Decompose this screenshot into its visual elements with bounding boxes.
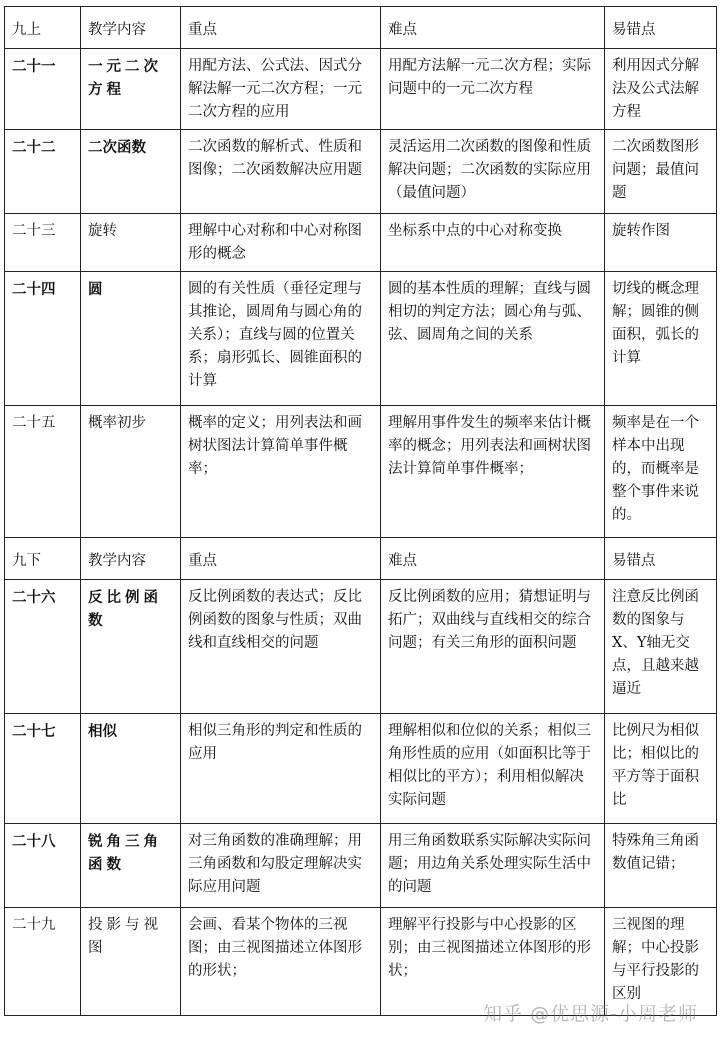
chapter-cell: 二十五 xyxy=(5,406,81,538)
watermark: 知乎 @优思源-小周老师 xyxy=(483,1003,698,1025)
header-error-prone: 易错点 xyxy=(605,7,717,49)
chapter-cell: 二十三 xyxy=(5,214,81,272)
content-cell: 概率初步 xyxy=(81,406,181,538)
difficult-cell: 灵活运用二次函数的图像和性质解决问题；二次函数的实际应用（最值问题） xyxy=(381,130,605,214)
header-content: 教学内容 xyxy=(81,7,181,49)
chapter-cell: 二十六 xyxy=(5,580,81,714)
difficult-cell: 用配方法解一元二次方程；实际问题中的一元二次方程 xyxy=(381,49,605,130)
table-row xyxy=(5,49,717,130)
key-cell: 对三角函数的准确理解；用三角函数和勾股定理解决实际应用问题 xyxy=(181,824,381,908)
key-cell: 用配方法、公式法、因式分解法解一元二次方程；一元二次方程的应用 xyxy=(181,49,381,130)
header-difficult-points: 难点 xyxy=(381,7,605,49)
error-cell: 频率是在一个样本中出现的，而概率是整个事件来说的。 xyxy=(605,406,717,538)
header-key-points: 重点 xyxy=(181,7,381,49)
error-cell: 利用因式分解法及公式法解方程 xyxy=(605,49,717,130)
difficult-cell: 用三角函数联系实际解决实际问题；用边角关系处理实际生活中的问题 xyxy=(381,824,605,908)
error-cell: 二次函数图形问题；最值问题 xyxy=(605,130,717,214)
content-cell: 圆 xyxy=(81,272,181,406)
content-cell: 一元二次方程 xyxy=(81,49,181,130)
error-cell: 三视图的理解；中心投影与平行投影的区别 xyxy=(605,908,717,1016)
content-cell: 相似 xyxy=(81,714,181,824)
difficult-cell: 理解相似和位似的关系；相似三角形性质的应用（如面积比等于相似比的平方）；利用相似解决实际问题 xyxy=(381,714,605,824)
difficult-cell: 理解用事件发生的频率来估计概率的概念；用列表法和画树状图法计算简单事件概率； xyxy=(381,406,605,538)
error-cell: 切线的概念理解；圆锥的侧面积，弧长的计算 xyxy=(605,272,717,406)
header-content: 教学内容 xyxy=(81,538,181,580)
chapter-cell: 二十二 xyxy=(5,130,81,214)
error-cell: 旋转作图 xyxy=(605,214,717,272)
error-cell: 比例尺为相似比；相似比的平方等于面积比 xyxy=(605,714,717,824)
difficult-cell: 坐标系中点的中心对称变换 xyxy=(381,214,605,272)
difficult-cell: 反比例函数的应用；猜想证明与拓广；双曲线与直线相交的综合问题；有关三角形的面积问题 xyxy=(381,580,605,714)
table-header-row xyxy=(5,538,717,580)
chapter-cell: 二十四 xyxy=(5,272,81,406)
header-key-points: 重点 xyxy=(181,538,381,580)
content-cell: 旋转 xyxy=(81,214,181,272)
key-cell: 会画、看某个物体的三视图；由三视图描述立体图形的形状； xyxy=(181,908,381,1016)
table-header-row xyxy=(5,7,717,49)
error-cell: 注意反比例函数的图象与X、Y轴无交点，且越来越逼近 xyxy=(605,580,717,714)
key-cell: 二次函数的解析式、性质和图像；二次函数解决应用题 xyxy=(181,130,381,214)
key-cell: 理解中心对称和中心对称图形的概念 xyxy=(181,214,381,272)
header-error-prone: 易错点 xyxy=(605,538,717,580)
table-row xyxy=(5,272,717,406)
difficult-cell: 理解平行投影与中心投影的区别；由三视图描述立体图形的形状； xyxy=(381,908,605,1016)
table-row xyxy=(5,824,717,908)
content-cell: 锐角三角函数 xyxy=(81,824,181,908)
header-semester: 九上 xyxy=(5,7,81,49)
chapter-cell: 二十八 xyxy=(5,824,81,908)
chapter-cell: 二十九 xyxy=(5,908,81,1016)
content-cell: 反比例函数 xyxy=(81,580,181,714)
table-row xyxy=(5,406,717,538)
table-row xyxy=(5,714,717,824)
key-cell: 反比例函数的表达式；反比例函数的图象与性质；双曲线和直线相交的问题 xyxy=(181,580,381,714)
key-cell: 概率的定义；用列表法和画树状图法计算简单事件概率； xyxy=(181,406,381,538)
table-row xyxy=(5,214,717,272)
content-cell: 投影与视图 xyxy=(81,908,181,1016)
key-cell: 圆的有关性质（垂径定理与其推论，圆周角与圆心角的关系）；直线与圆的位置关系；扇形弧长、圆锥面积的计算 xyxy=(181,272,381,406)
content-cell: 二次函数 xyxy=(81,130,181,214)
table-row xyxy=(5,130,717,214)
key-cell: 相似三角形的判定和性质的应用 xyxy=(181,714,381,824)
table-row xyxy=(5,580,717,714)
header-semester: 九下 xyxy=(5,538,81,580)
chapter-cell: 二十一 xyxy=(5,49,81,130)
error-cell: 特殊角三角函数值记错； xyxy=(605,824,717,908)
difficult-cell: 圆的基本性质的理解；直线与圆相切的判定方法；圆心角与弧、弦、圆周角之间的关系 xyxy=(381,272,605,406)
header-difficult-points: 难点 xyxy=(381,538,605,580)
chapter-cell: 二十七 xyxy=(5,714,81,824)
syllabus-table xyxy=(4,6,717,1016)
